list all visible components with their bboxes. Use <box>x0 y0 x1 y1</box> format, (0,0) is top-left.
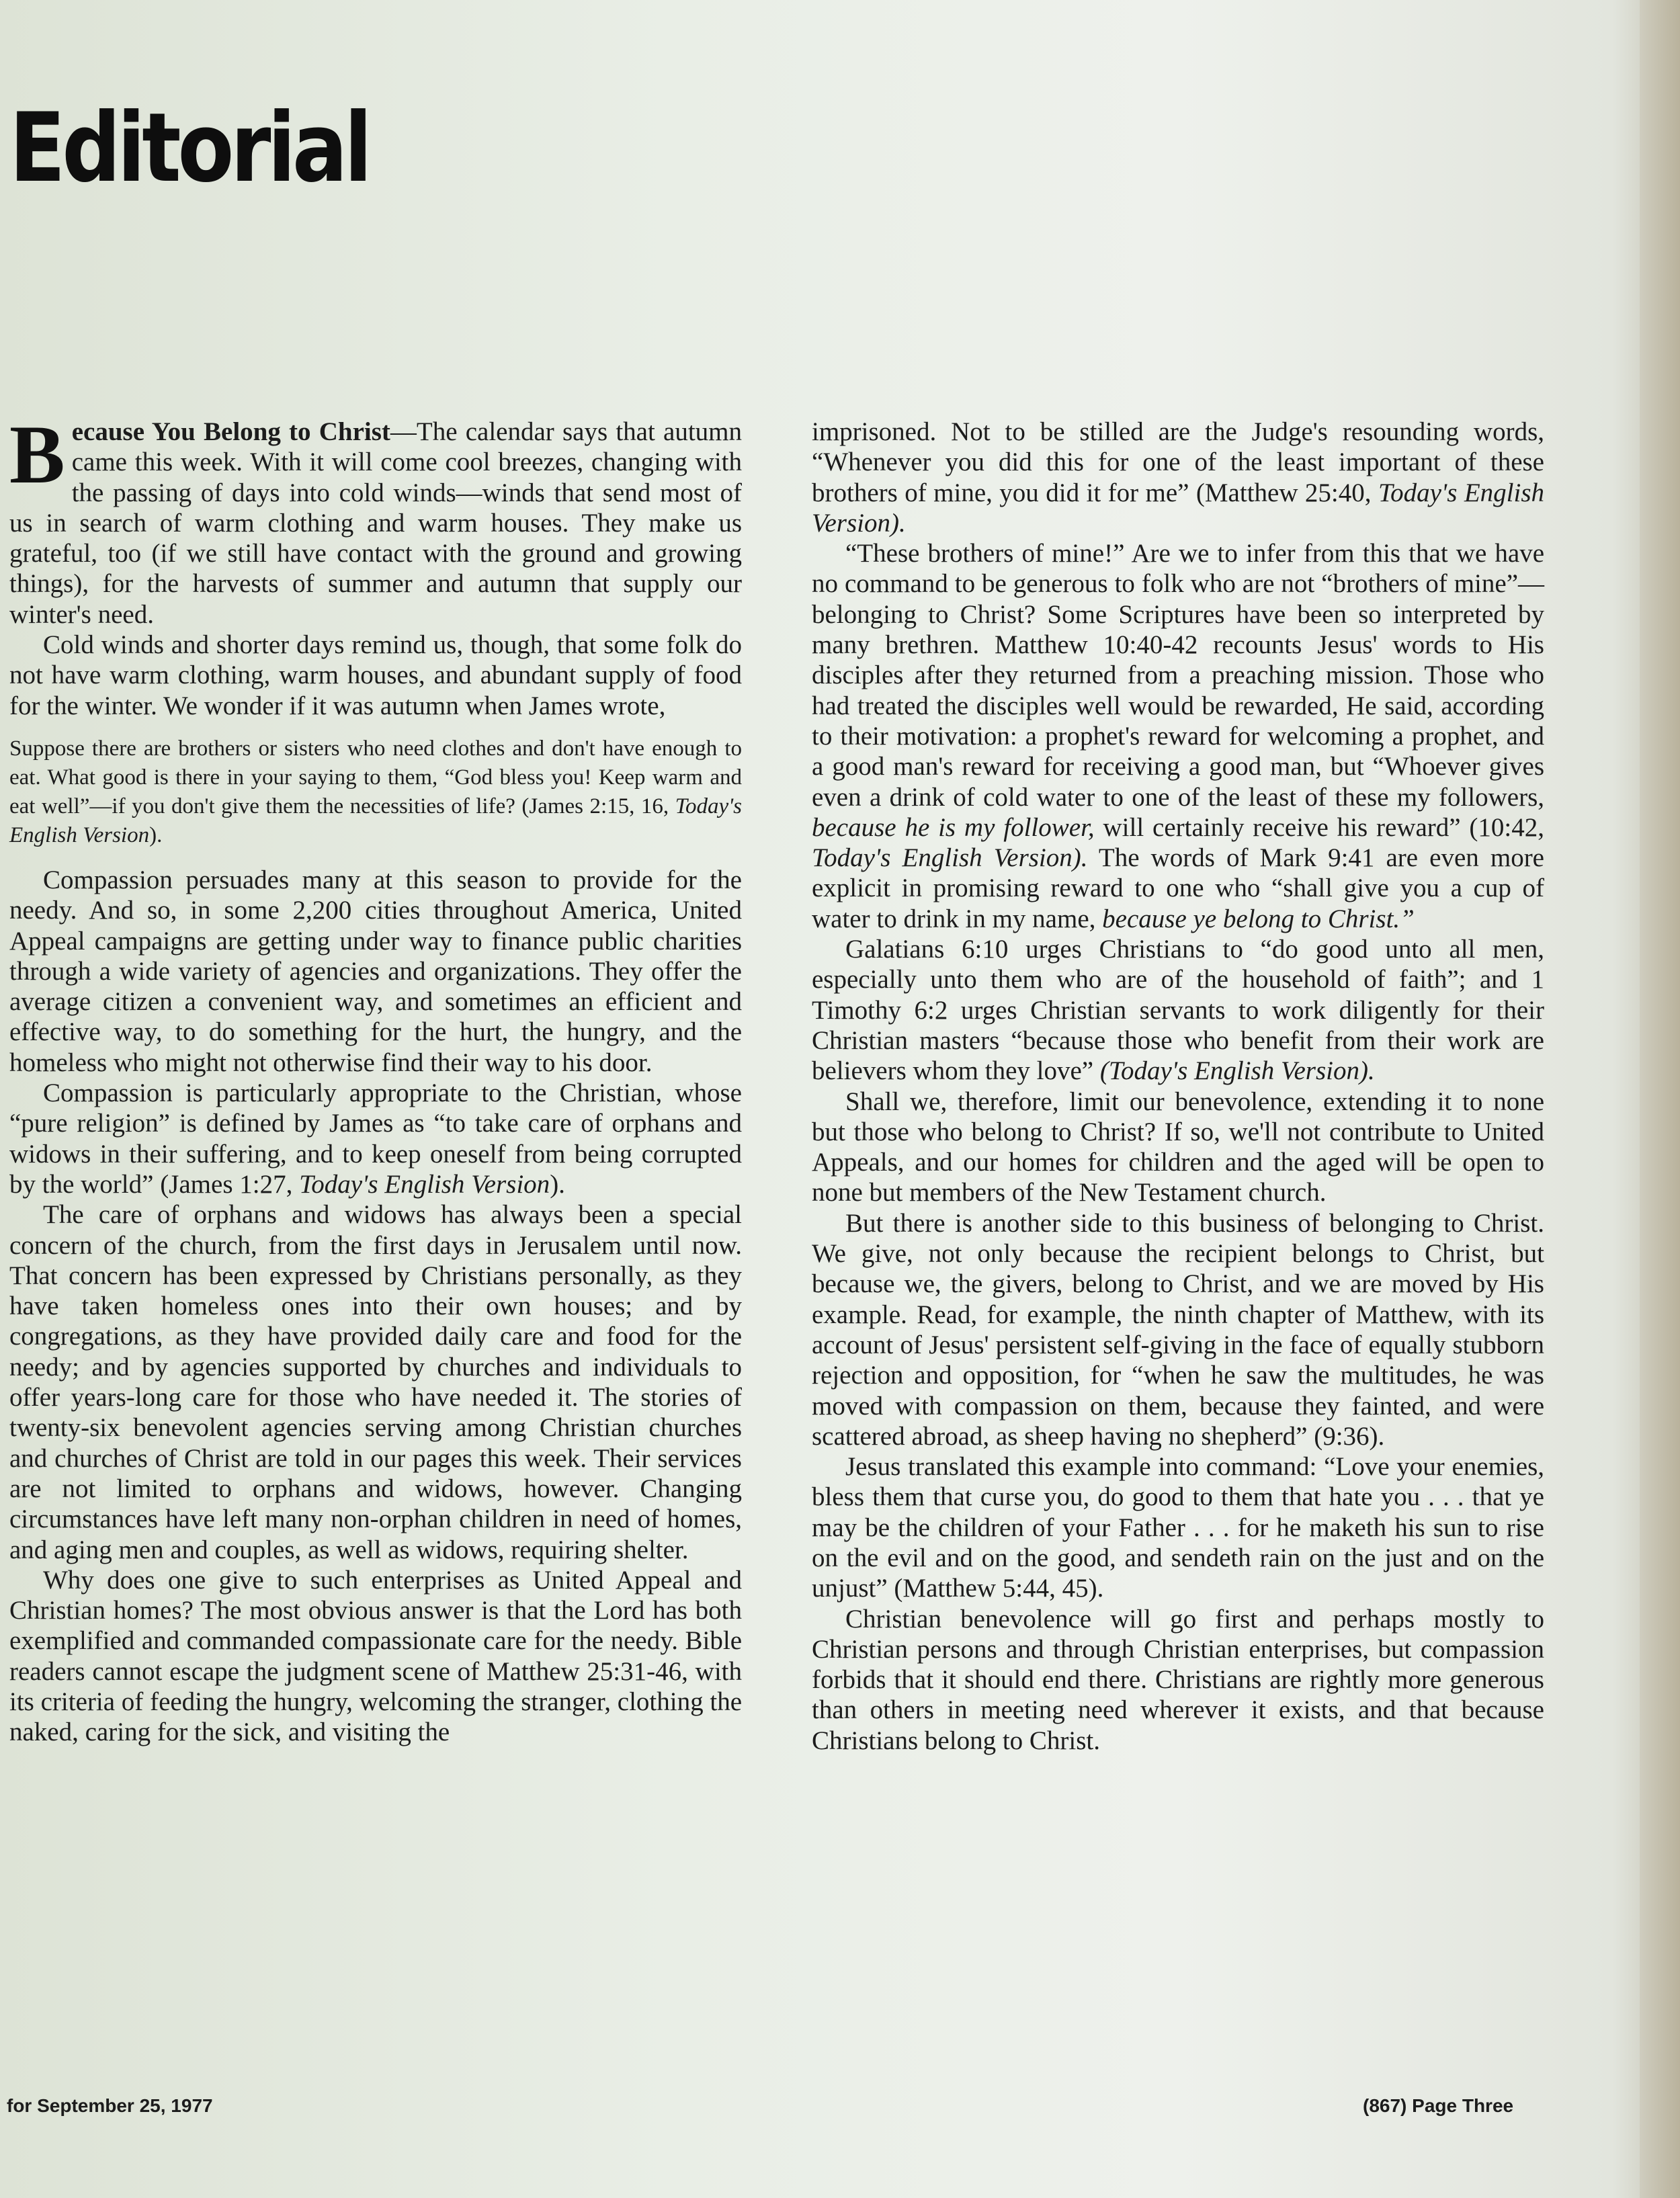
paragraph-8: “These brothers of mine!” Are we to infer from this that we have no command to be generous to folk who are not “brothers of mine”—belonging to Christ? Some Scriptures have been so interpreted by many brethren. Matthew 10:40-42 recounts Jesus' words to His disciples after they returned from a preaching mission. Those who had treated the disciples well would be rewarded, He said, according to their motivation: a prophet's reward for welcoming a prophet, and a good man's reward for receiving a good man, but “Whoever gives even a drink of cold water to one of the least of these my followers, because he is my follower, will certainly receive his reward” (10:42, Today's English Version). The words of Mark 9:41 are even more explicit in promising reward to one who “shall give you a cup of water to drink in my name, because ye belong to Christ.” <box>812 539 1545 933</box>
left-column <box>9 409 742 1748</box>
paragraph-1-text: —The calendar says that autumn came this week. With it will come cool breezes, changing with the passing of days into cold winds—winds that send most of us in search of warm clothing and warm houses. They make us grateful, too (if we still have contact with the ground and growing things), for the harvests of summer and autumn that supply our winter's need. <box>9 417 742 629</box>
right-column <box>812 417 1544 1756</box>
footer-date: for September 25, 1977 <box>7 2095 213 2116</box>
paragraph-7-citation: Today's English Version). <box>812 478 1544 538</box>
footer-page-number: (867) Page Three <box>1363 2095 1514 2116</box>
paragraph-9-citation: (Today's English Version). <box>1099 1056 1375 1086</box>
paragraph-7: imprisoned. Not to be stilled are the Judge's resounding words, “Whenever you did this for one of the least important of these brothers of mine, you did it for me” (Matthew 25:40, Today's English Version). <box>812 417 1544 538</box>
paragraph-13: Christian benevolence will go first and perhaps mostly to Christian persons and through Christian enterprises, but compassion forbids that it should end there. Christians are rightly more generous than others in meeting need wherever it exists, and that because Christians belong to Christ. <box>812 1604 1544 1755</box>
paragraph-10: Shall we, therefore, limit our benevolence, extending it to none but those who belong to Christ? If so, we'll not contribute to United Appeals, and our homes for children and the aged will be open to none but members of the New Testament church. <box>812 1087 1544 1208</box>
quote-citation: Today's English Version <box>9 794 742 847</box>
lead-heading: ecause You Belong to Christ <box>71 417 390 446</box>
paragraph-11: But there is another side to this business of belonging to Christ. We give, not only because the recipient belongs to Christ, but because we, the givers, belong to Christ, and we are moved by His example. Read, for example, the ninth chapter of Matthew, with its account of Jesus' persistent self-giving in the face of equally stubborn rejection and opposition, for “when he saw the multitudes, he was moved with compassion on them, because they fainted, and were scattered abroad, as sheep having no shepherd” (9:36). <box>812 1208 1544 1451</box>
paragraph-3: Compassion persuades many at this season to provide for the needy. And so, in some 2,200 cities throughout America, United Appeal campaigns are getting under way to finance public charities through a wide variety of agencies and organizations. They offer the average citizen a convenient way, and sometimes an efficient and effective way, to do something for the hurt, the hungry, and the homeless who might not otherwise find their way to his door. <box>9 865 742 1077</box>
paragraph-5: The care of orphans and widows has always been a special concern of the church, from the first days in Jerusalem until now. That concern has been expressed by Christians personally, as they have taken homeless ones into their own houses; and by congregations, as they have provided daily care and food for the needy; and by agencies supported by churches and individuals to offer years-long care for those who have needed it. The stories of twenty-six benevolent agencies serving among Christian churches and churches of Christ are told in our pages this week. Their services are not limited to orphans and widows, however. Changing circumstances have left many non-orphan children in need of homes, and aging men and couples, as well as widows, requiring shelter. <box>9 1200 742 1564</box>
paragraph-6: Why does one give to such enterprises as United Appeal and Christian homes? The most obvious answer is that the Lord has both exemplified and commanded compassionate care for the needy. Bible readers cannot escape the judgment scene of Matthew 25:31-46, with its criteria of feeding the hungry, welcoming the stranger, clothing the naked, caring for the sick, and visiting the <box>9 1565 742 1747</box>
page-edge-shadow <box>1640 0 1680 2198</box>
drop-cap: B <box>9 409 65 501</box>
paragraph-2: Cold winds and shorter days remind us, though, that some folk do not have warm clothing, warm houses, and abundant supply of food for the winter. We wonder if it was autumn when James wrote, <box>9 630 742 720</box>
paragraph-4: Compassion is particularly appropriate to the Christian, whose “pure religion” is defined by James as “to take care of orphans and widows in their suffering, and to keep oneself from being corrupted by the world” (James 1:27, Today's English Version). <box>9 1079 742 1199</box>
masthead-title: Editorial <box>9 93 369 204</box>
paragraph-12: Jesus translated this example into command: “Love your enemies, bless them that curse you, do good to them that hate you . . . that ye may be the children of your Father . . . for he maketh his sun to rise on the evil and on the good, and sendeth rain on the just and on the unjust” (Matthew 5:44, 45). <box>812 1452 1544 1603</box>
paragraph-9: Galatians 6:10 urges Christians to “do good unto all men, especially unto them who are of the household of faith”; and 1 Timothy 6:2 urges Christian servants to work diligently for their Christian masters “because those who benefit from their work are believers whom they love” (Today's English Version). <box>812 935 1544 1086</box>
scripture-quote: Suppose there are brothers or sisters who need clothes and don't have enough to eat. What good is there in your saying to them, “God bless you! Keep warm and eat well”—if you don't give them the necessities of life? (James 2:15, 16, Today's English Version). <box>9 736 742 847</box>
paragraph-4-citation: Today's English Version <box>299 1169 550 1199</box>
paragraph-1 <box>9 409 742 630</box>
